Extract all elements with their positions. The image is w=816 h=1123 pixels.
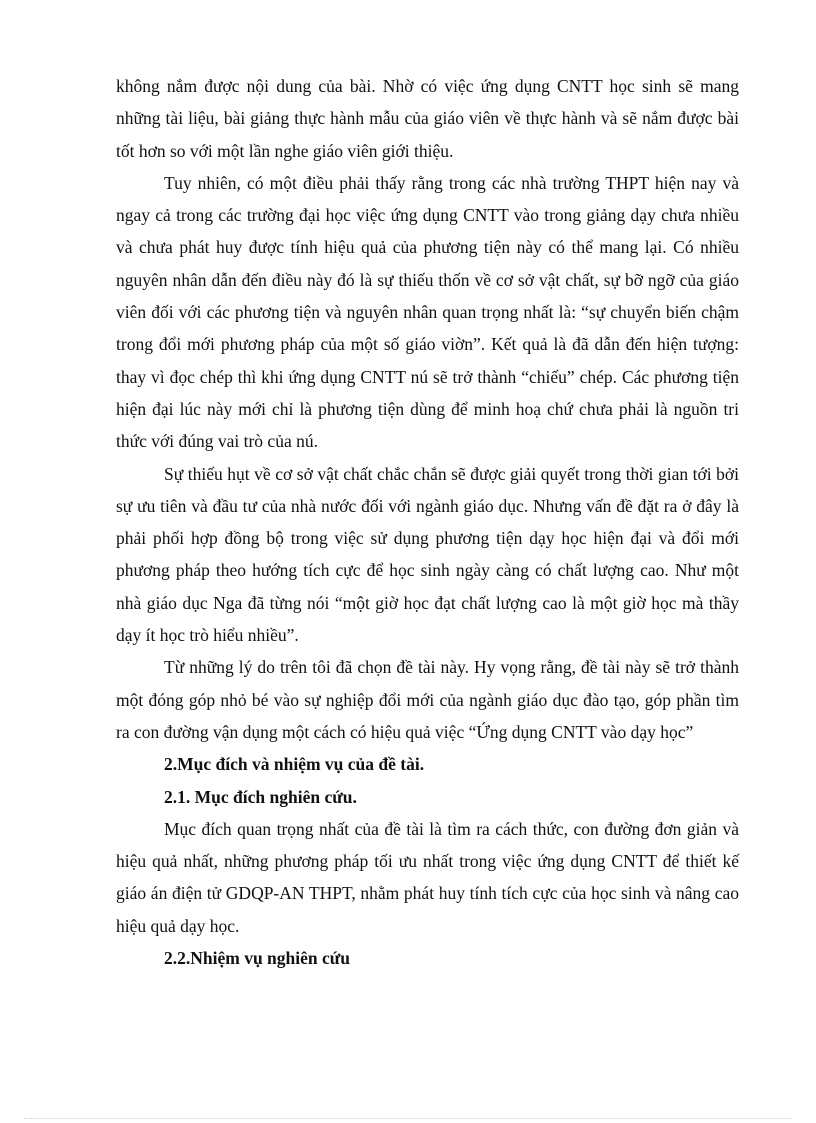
subsection-heading-research-purpose: 2.1. Mục đích nghiên cứu. [164,786,357,807]
section-heading-purpose-tasks: 2.Mục đích và nhiệm vụ của đề tài. [164,754,425,775]
paragraph-continuation: không nắm được nội dung của bài. Nhờ có việc ứng dụng CNTT học sinh sẽ mang những tài liệu, bài giảng thực hành mẫu của giáo viên về thực hành và sẽ nắm được bài tốt hơn so với một lần nghe giáo viên giới thiệu. [116,76,739,161]
page-bottom-divider [24,1118,792,1119]
paragraph-topic-choice: Từ những lý do trên tôi đã chọn đề tài này. Hy vọng rằng, đề tài này sẽ trở thành một đóng góp nhỏ bé vào sự nghiệp đổi mới của ngành giáo dục đào tạo, góp phần tìm ra con đường vận dụng một cách có hiệu quả việc “Ứng dụng CNTT vào dạy học” [116,657,739,742]
document-body [116,70,739,974]
paragraph-limitations: Tuy nhiên, có một điều phải thấy rằng trong các nhà trường THPT hiện nay và ngay cả trong các trường đại học việc ứng dụng CNTT vào trong giảng dạy chưa nhiều và chưa phát huy được tính hiệu quả của phương tiện này có thể mang lại. Có nhiều nguyên nhân dẫn đến điều này đó là sự thiếu thốn về cơ sở vật chất, sự bỡ ngỡ của giáo viên đối với các phương tiện và nguyên nhân quan trọng nhất là: “sự chuyển biến chậm trong đổi mới phương pháp của một số giáo viờn”. Kết quả là đã dẫn đến hiện tượng: thay vì đọc chép thì khi ứng dụng CNTT nú sẽ trở thành “chiếu” chép. Các phương tiện hiện đại lúc này mới chỉ là phương tiện dùng để minh hoạ chứ chưa phải là nguồn tri thức với đúng vai trò của nú. [116,172,739,452]
subsection-heading-research-tasks: 2.2.Nhiệm vụ nghiên cứu [164,948,351,969]
paragraph-research-purpose: Mục đích quan trọng nhất của đề tài là tìm ra cách thức, con đường đơn giản và hiệu quả nhất, những phương pháp tối ưu nhất trong việc ứng dụng CNTT để thiết kế giáo án điện tử GDQP-AN THPT, nhằm phát huy tính tích cực của học sinh và nâng cao hiệu quả dạy học. [116,818,739,936]
paragraph-infrastructure: Sự thiếu hụt về cơ sở vật chất chắc chắn sẽ được giải quyết trong thời gian tới bởi sự ưu tiên và đầu tư của nhà nước đối với ngành giáo dục. Nhưng vấn đề đặt ra ở đây là phải phối hợp đồng bộ trong việc sử dụng phương tiện dạy học hiện đại và đổi mới phương pháp theo hướng tích cực để học sinh ngày càng có chất lượng cao. Như một nhà giáo dục Nga đã từng nói “một giờ học đạt chất lượng cao là một giờ học mà thầy dạy ít học trò hiểu nhiều”. [116,463,739,646]
